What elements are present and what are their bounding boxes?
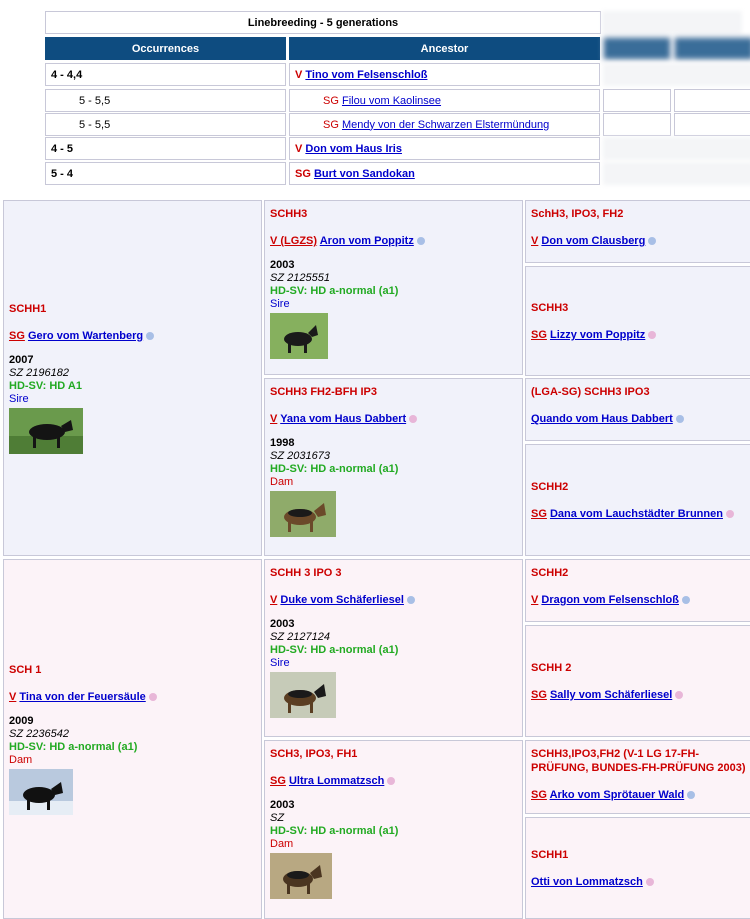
grade-label: SG — [270, 775, 286, 787]
pedigree-sss-cell — [525, 200, 750, 263]
birth-year: 2009 — [9, 715, 34, 727]
dog-link[interactable]: Duke vom Schäferliesel — [280, 594, 404, 606]
empty-cell — [674, 113, 750, 136]
titles-label: SCHH3 — [531, 302, 569, 314]
ancestor-cell — [289, 137, 600, 160]
redacted-cell — [602, 11, 742, 34]
dog-link[interactable]: Dragon vom Felsenschloß — [541, 594, 679, 606]
sz-number: SZ 2127124 — [270, 631, 330, 643]
female-symbol-icon — [675, 691, 683, 699]
pedigree-grid — [0, 196, 750, 916]
dog-name — [531, 789, 749, 801]
dog-name — [270, 413, 517, 425]
empty-cell — [603, 89, 671, 112]
female-symbol-icon — [726, 510, 734, 518]
titles-label: SchH3, IPO3, FH2 — [531, 208, 624, 220]
pedigree-sdd-cell — [525, 444, 750, 556]
hd-rating: HD-SV: HD a-normal (a1) — [270, 285, 399, 297]
ancestor-link[interactable]: Filou vom Kaolinsee — [341, 94, 442, 107]
dog-photo[interactable] — [9, 408, 83, 454]
ancestor-link[interactable]: Don vom Haus Iris — [305, 142, 402, 155]
sz-number: SZ 2031673 — [270, 450, 330, 462]
empty-cell — [674, 89, 750, 112]
birth-year: 2003 — [270, 618, 295, 630]
titles-label: SCHH1 — [9, 303, 47, 315]
occurrence-cell: 5 - 5,5 — [45, 89, 286, 112]
dog-link[interactable]: Otti von Lommatzsch — [531, 876, 643, 888]
sz-number: SZ 2236542 — [9, 728, 69, 740]
dog-photo[interactable] — [270, 672, 336, 718]
grade-label: V — [531, 235, 539, 247]
ancestor-cell — [289, 63, 600, 86]
dog-photo[interactable] — [9, 769, 73, 815]
dog-link[interactable]: Yana vom Haus Dabbert — [280, 413, 407, 425]
dog-link[interactable]: Dana vom Lauchstädter Brunnen — [549, 508, 723, 520]
grade-label: SG — [9, 330, 25, 342]
dog-link[interactable]: Ultra Lommatzsch — [288, 775, 385, 787]
linebreeding-title: Linebreeding - 5 generations — [45, 11, 601, 34]
titles-label: SCHH 3 IPO 3 — [270, 567, 342, 579]
birth-year: 2003 — [270, 799, 295, 811]
grade-label: SG — [531, 789, 547, 801]
male-symbol-icon — [417, 237, 425, 245]
ancestor-cell — [289, 113, 600, 136]
dog-name — [9, 330, 256, 342]
role-label: Sire — [270, 657, 290, 669]
pedigree-dds-cell — [525, 740, 750, 814]
occurrence-cell: 5 - 4 — [45, 162, 286, 185]
dog-link[interactable]: Sally vom Schäferliesel — [549, 689, 673, 701]
dog-photo[interactable] — [270, 491, 336, 537]
titles-label: SCH3, IPO3, FH1 — [270, 748, 358, 760]
male-symbol-icon — [407, 596, 415, 604]
grade-label: V — [295, 142, 303, 155]
dog-photo[interactable] — [270, 853, 332, 899]
titles-label: SCHH2 — [531, 481, 569, 493]
titles-label: SCHH3 FH2-BFH IP3 — [270, 386, 377, 398]
grade-label: SG — [531, 329, 547, 341]
grade-label: V (LGZS) — [270, 235, 318, 247]
male-symbol-icon — [682, 596, 690, 604]
pedigree-ssd-cell — [525, 266, 750, 376]
pedigree-sd-cell — [264, 378, 523, 556]
ancestor-link[interactable]: Burt von Sandokan — [313, 167, 415, 180]
pedigree-ds-cell — [264, 559, 523, 737]
female-symbol-icon — [409, 415, 417, 423]
ancestor-link[interactable]: Mendy von der Schwarzen Elstermündung — [341, 118, 550, 131]
titles-label: SCHH3 — [270, 208, 308, 220]
dog-name — [531, 508, 749, 520]
occurrence-cell: 5 - 5,5 — [45, 113, 286, 136]
dog-photo[interactable] — [270, 313, 328, 359]
titles-label: SCHH 2 — [531, 662, 572, 674]
role-label: Dam — [9, 754, 33, 766]
birth-year: 2003 — [270, 259, 295, 271]
dog-link[interactable]: Lizzy vom Poppitz — [549, 329, 646, 341]
hd-rating: HD-SV: HD a-normal (a1) — [270, 825, 399, 837]
role-label: Sire — [9, 393, 29, 405]
ancestor-header: Ancestor — [289, 37, 600, 60]
ancestor-cell — [289, 89, 600, 112]
grade-label: SG — [323, 94, 339, 107]
redacted-cell — [603, 137, 750, 160]
dog-name — [270, 775, 517, 787]
grade-label: V — [9, 691, 17, 703]
dog-name — [531, 329, 749, 341]
ancestor-link[interactable]: Tino vom Felsenschloß — [305, 68, 428, 81]
grade-label: SG — [531, 508, 547, 520]
sz-number: SZ 2196182 — [9, 367, 69, 379]
hd-rating: HD-SV: HD a-normal (a1) — [270, 463, 399, 475]
dog-name — [270, 235, 517, 247]
female-symbol-icon — [149, 693, 157, 701]
dog-name — [531, 235, 749, 247]
male-symbol-icon — [676, 415, 684, 423]
male-symbol-icon — [687, 791, 695, 799]
occurrence-cell: 4 - 4,4 — [45, 63, 286, 86]
titles-label: (LGA-SG) SCHH3 IPO3 — [531, 386, 650, 398]
dog-link[interactable]: Don vom Clausberg — [541, 235, 646, 247]
ancestor-cell — [289, 162, 600, 185]
hd-rating: HD-SV: HD a-normal (a1) — [270, 644, 399, 656]
grade-label: V — [295, 68, 303, 81]
dog-name — [270, 594, 517, 606]
redacted-header — [674, 37, 750, 60]
grade-label: V — [270, 413, 278, 425]
dog-link[interactable]: Arko vom Sprötauer Wald — [549, 789, 685, 801]
role-label: Sire — [270, 298, 290, 310]
dog-name — [531, 594, 749, 606]
dog-link[interactable]: Tina von der Feuersäule — [19, 691, 146, 703]
birth-year: 1998 — [270, 437, 295, 449]
pedigree-dd-cell — [264, 740, 523, 919]
titles-label: SCHH3,IPO3,FH2 (V-1 LG 17-FH-PRÜFUNG, BUNDES-FH-PRÜFUNG 2003) — [531, 748, 746, 774]
redacted-cell — [603, 162, 750, 185]
empty-cell — [603, 113, 671, 136]
pedigree-dam-cell — [3, 559, 262, 919]
hd-rating: HD-SV: HD a-normal (a1) — [9, 741, 138, 753]
pedigree-sire-cell — [3, 200, 262, 556]
titles-label: SCHH2 — [531, 567, 569, 579]
role-label: Dam — [270, 838, 294, 850]
dog-link[interactable]: Gero vom Wartenberg — [27, 330, 144, 342]
dog-link[interactable]: Quando vom Haus Dabbert — [531, 413, 673, 425]
grade-label: V — [270, 594, 278, 606]
titles-label: SCHH1 — [531, 849, 569, 861]
occurrence-cell: 4 - 5 — [45, 137, 286, 160]
male-symbol-icon — [648, 237, 656, 245]
dog-name — [531, 413, 749, 425]
titles-label: SCH 1 — [9, 664, 42, 676]
grade-label: SG — [531, 689, 547, 701]
sz-number: SZ 2125551 — [270, 272, 330, 284]
pedigree-sds-cell — [525, 378, 750, 441]
hd-rating: HD-SV: HD A1 — [9, 380, 82, 392]
role-label: Dam — [270, 476, 294, 488]
grade-label: SG — [295, 167, 311, 180]
redacted-cell — [603, 63, 750, 86]
male-symbol-icon — [146, 332, 154, 340]
pedigree-dss-cell — [525, 559, 750, 622]
grade-label: SG — [323, 118, 339, 131]
pedigree-ss-cell — [264, 200, 523, 375]
dog-name — [531, 689, 749, 701]
dog-link[interactable]: Aron vom Poppitz — [319, 235, 414, 247]
female-symbol-icon — [646, 878, 654, 886]
redacted-header — [603, 37, 671, 60]
occurrences-header: Occurrences — [45, 37, 286, 60]
sz-number: SZ — [270, 812, 285, 824]
pedigree-dsd-cell — [525, 625, 750, 737]
female-symbol-icon — [387, 777, 395, 785]
grade-label: V — [531, 594, 539, 606]
dog-name — [9, 691, 256, 703]
female-symbol-icon — [648, 331, 656, 339]
birth-year: 2007 — [9, 354, 34, 366]
dog-name — [531, 876, 749, 888]
